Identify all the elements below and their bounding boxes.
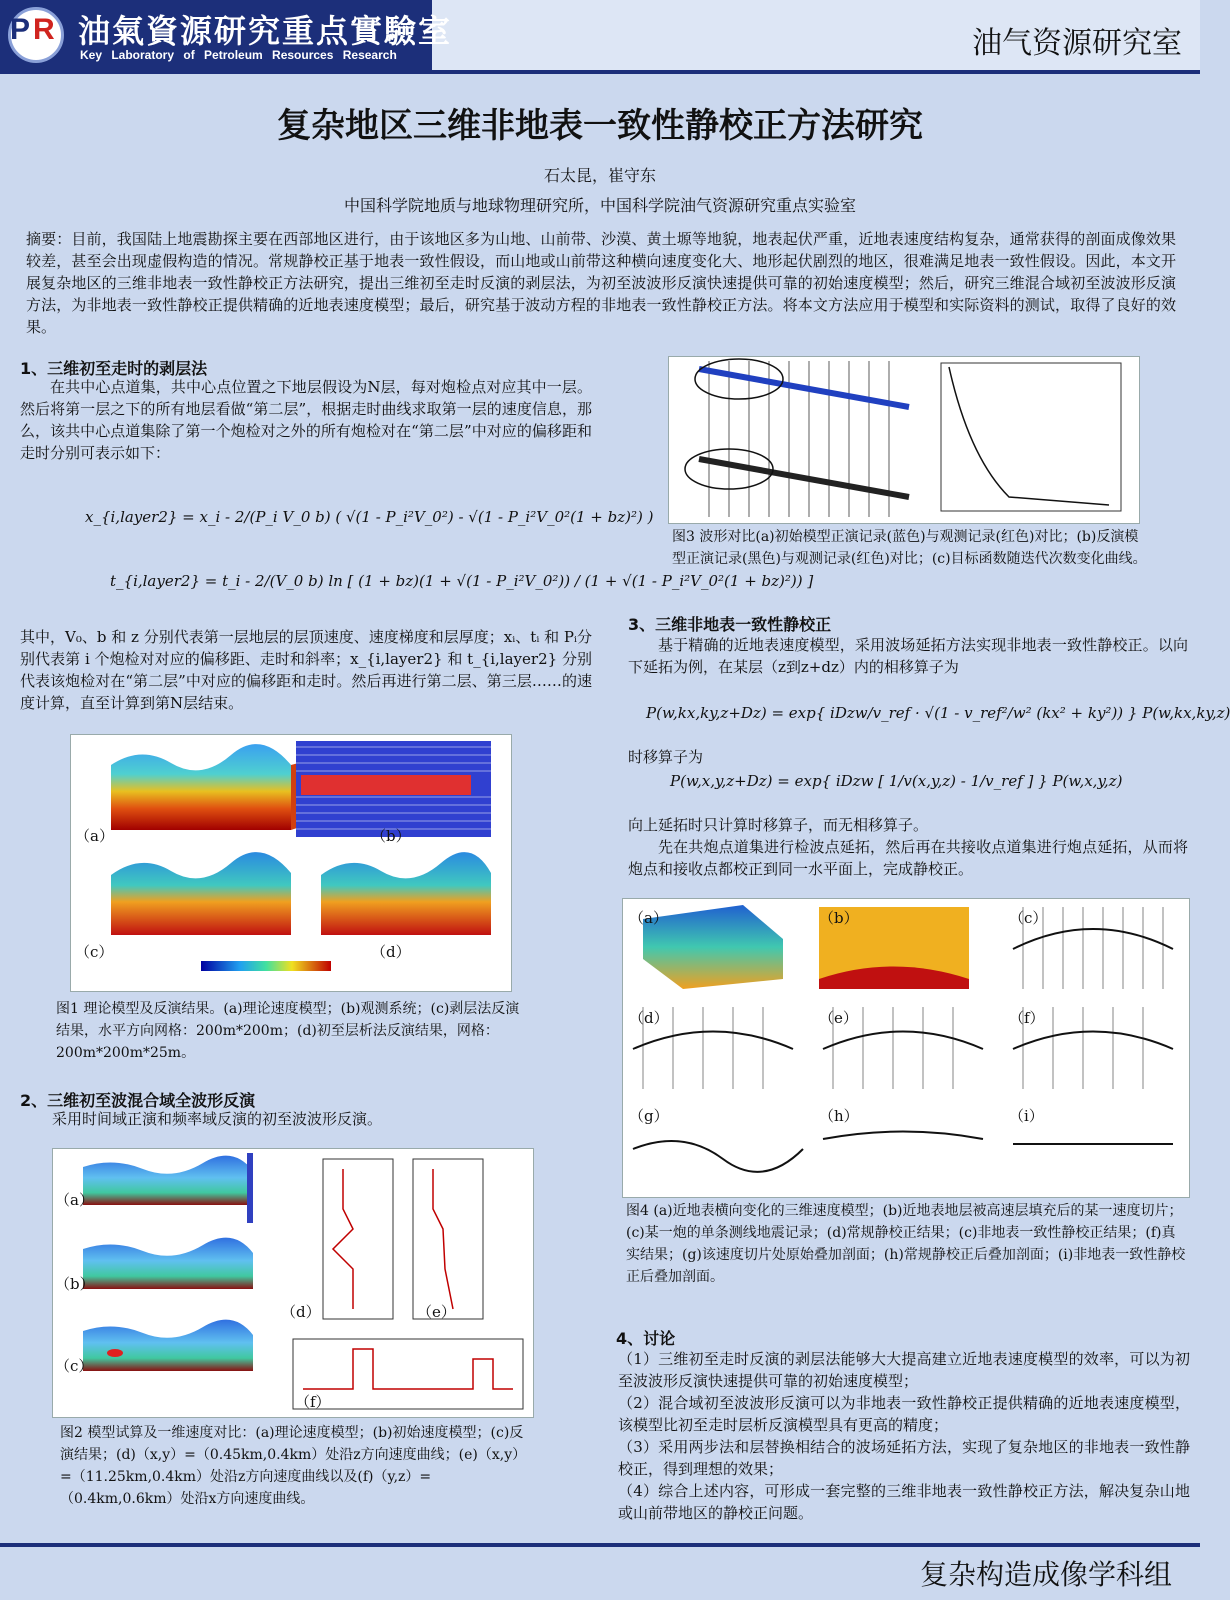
- figure-1-label-c: （c）: [75, 943, 114, 961]
- figure-4-label-g: （g）: [629, 1107, 669, 1125]
- figure-1-caption: 图1 理论模型及反演结果。(a)理论速度模型；(b)观测系统；(c)剥层法反演结果，水平方向网格：200m*200m；(d)初至层析法反演结果，网格：200m*200m*25m。: [56, 1001, 520, 1061]
- section-1-paragraph-1: 在共中心点道集，共中心点位置之下地层假设为N层，每对炮检点对应其中一层。然后将第一层之下的所有地层看做“第二层”，根据走时曲线求取第一层的速度信息，那么，该共中心点道集除了第一个炮检对之外的所有炮检对在“第二层”中对应的偏移距和走时分别可表示如下：: [20, 378, 592, 462]
- poster-title: 复杂地区三维非地表一致性静校正方法研究: [277, 106, 923, 146]
- discussion-item: （3）采用两步法和层替换相结合的波场延拓方法，实现了复杂地区的非地表一致性静校正，得到理想的效果；: [618, 1438, 1190, 1478]
- section-1-paragraph-2: 其中，V₀、b 和 z 分别代表第一层地层的层顶速度、速度梯度和层厚度；xᵢ、tᵢ 和 Pᵢ分别代表第 i 个炮检对对应的偏移距、走时和斜率；x_{i,layer2} 和 t_{i,layer2} 分别代表该炮检对在“第二层”中对应的偏移距和走时。然后再进行第二层、第三层……的速度计算，直至计算到第N层结束。: [20, 628, 592, 712]
- figure-1-label-d: （d）: [371, 943, 411, 961]
- logo-letter-p: P: [10, 13, 31, 46]
- section-3-paragraph-3: 先在共炮点道集进行检波点延拓，然后再在共接收点道集进行炮点延拓，从而将炮点和接收点都校正到同一水平面上，完成静校正。: [628, 838, 1188, 878]
- section-1-heading: 1、三维初至走时的剥层法: [20, 359, 208, 378]
- authors: 石太昆，崔守东: [543, 166, 656, 185]
- figure-4-label-d: （d）: [629, 1009, 669, 1027]
- equation-offset: x_{i,layer2} = x_i - 2/(P_i V_0 b) ( √(1 - P_i²V_0²) - √(1 - P_i²V_0²(1 + bz)²) ): [85, 508, 654, 526]
- discussion-item: （1）三维初至走时反演的剥层法能够大大提高建立近地表速度模型的效率，可以为初至波波形反演快速提供可靠的初始速度模型；: [618, 1350, 1190, 1390]
- figure-4: [622, 898, 1190, 1198]
- section-3-heading: 3、三维非地表一致性静校正: [628, 615, 832, 634]
- figure-4-caption: 图4 (a)近地表横向变化的三维速度模型；(b)近地表地层被高速层填充后的某一速度切片；(c)某一炮的单条测线地震记录；(d)常规静校正结果；(c)非地表一致性静校正结果；(f)真实结果；(g)该速度切片处原始叠加剖面；(h)常规静校正后叠加剖面；(i)非地表一致性静校正后叠加剖面。: [626, 1203, 1186, 1285]
- header-right-title: 油气资源研究室: [972, 26, 1182, 61]
- figure-2-label-a: （a）: [55, 1191, 94, 1209]
- affiliation: 中国科学院地质与地球物理研究所，中国科学院油气资源研究重点实验室: [343, 196, 856, 215]
- figure-2-label-b: （b）: [55, 1275, 95, 1293]
- figure-1: [70, 734, 512, 992]
- figure-1-label-b: （b）: [371, 827, 411, 845]
- section-4-heading: 4、讨论: [616, 1329, 676, 1348]
- figure-4-label-e: （e）: [819, 1009, 858, 1027]
- footer-divider: [0, 1543, 1200, 1547]
- figure-4-graphic: [623, 899, 1189, 1197]
- figure-4-label-f: （f）: [1009, 1009, 1045, 1027]
- equation-time-shift: P(w,x,y,z+Dz) = exp{ iDzw [ 1/v(x,y,z) - 1/v_ref ] } P(w,x,y,z): [670, 772, 1123, 790]
- figure-2-label-f: （f）: [295, 1393, 331, 1411]
- logo-letter-r: R: [33, 13, 55, 46]
- figure-4-label-c: （c）: [1009, 909, 1048, 927]
- figure-3: [668, 356, 1140, 524]
- discussion-item: （2）混合域初至波波形反演可以为非地表一致性静校正提供精确的近地表速度模型，该模型比初至走时层析反演模型具有更高的精度；: [618, 1394, 1190, 1434]
- time-shift-label: 时移算子为: [628, 748, 704, 766]
- figure-4-label-a: （a）: [629, 909, 668, 927]
- abstract: 摘要：目前，我国陆上地震勘探主要在西部地区进行，由于该地区多为山地、山前带、沙漠、黄土塬等地貌，地表起伏严重，近地表速度结构复杂，通常获得的剖面成像效果较差，甚至会出现虚假构造的情况。常规静校正基于地表一致性假设，而山地或山前带这种横向速度变化大、地形起伏剧烈的地区，很难满足地表一致性假设。因此，本文开展复杂地区的三维非地表一致性静校正方法研究，提出三维初至走时反演的剥层法，为初至波波形反演快速提供可靠的初始速度模型；然后，研究三维混合域初至波波形反演方法，为非地表一致性静校正提供精确的近地表速度模型；最后，研究基于波动方程的非地表一致性静校正方法。将本文方法应用于模型和实际资料的测试，取得了良好的效果。: [26, 230, 1176, 336]
- section-3-paragraph-2: 向上延拓时只计算时移算子，而无相移算子。: [628, 816, 929, 834]
- figure-4-label-h: （h）: [819, 1107, 859, 1125]
- figure-2-label-d: （d）: [281, 1303, 321, 1321]
- lab-name-en: Key Laboratory of Petroleum Resources Research: [80, 48, 397, 62]
- figure-3-caption: 图3 波形对比(a)初始模型正演记录(蓝色)与观测记录(红色)对比；(b)反演模型正演记录(黑色)与观测记录(红色)对比；(c)目标函数随迭代次数变化曲线。: [672, 529, 1147, 567]
- figure-2-label-e: （e）: [417, 1303, 456, 1321]
- equation-phase-shift: P(w,kx,ky,z+Dz) = exp{ iDzw/v_ref · √(1 - v_ref²/w² (kx² + ky²)) } P(w,kx,ky,z): [646, 704, 1230, 722]
- figure-2: [52, 1148, 534, 1418]
- section-2-heading: 2、三维初至波混合域全波形反演: [20, 1091, 256, 1110]
- figure-3-graphic: [669, 357, 1139, 523]
- footer-group-name: 复杂构造成像学科组: [919, 1558, 1172, 1591]
- figure-4-label-b: （b）: [819, 909, 859, 927]
- lab-name-cn: 油氣資源研究重点實驗室: [78, 12, 453, 50]
- figure-2-graphic: [53, 1149, 533, 1417]
- figure-2-label-c: （c）: [55, 1357, 94, 1375]
- section-2-paragraph: 采用时间域正演和频率域反演的初至波波形反演。: [52, 1110, 383, 1128]
- discussion-item: （4）综合上述内容，可形成一套完整的三维非地表一致性静校正方法，解决复杂山地或山前带地区的静校正问题。: [618, 1482, 1190, 1522]
- header-divider: [0, 70, 1200, 74]
- figure-1-graphic: [71, 735, 511, 991]
- section-3-paragraph-1: 基于精确的近地表速度模型，采用波场延拓方法实现非地表一致性静校正。以向下延拓为例，在某层（z到z+dz）内的相移算子为: [628, 636, 1188, 676]
- discussion-list: [618, 1348, 1190, 1524]
- figure-1-label-a: （a）: [75, 827, 114, 845]
- equation-traveltime: t_{i,layer2} = t_i - 2/(V_0 b) ln [ (1 + bz)(1 + √(1 - P_i²V_0²)) / (1 + √(1 - P_i²V_0²(1 + bz)²)) ]: [110, 572, 814, 590]
- figure-4-label-i: （i）: [1009, 1107, 1044, 1125]
- figure-2-caption: 图2 模型试算及一维速度对比：(a)理论速度模型；(b)初始速度模型；(c)反演结果；(d)（x,y）=（0.45km,0.4km）处沿z方向速度曲线；(e)（x,y）=（11.25km,0.4km）处沿z方向速度曲线以及(f)（y,z）=（0.4km,0.6km）处沿x方向速度曲线。: [60, 1425, 527, 1507]
